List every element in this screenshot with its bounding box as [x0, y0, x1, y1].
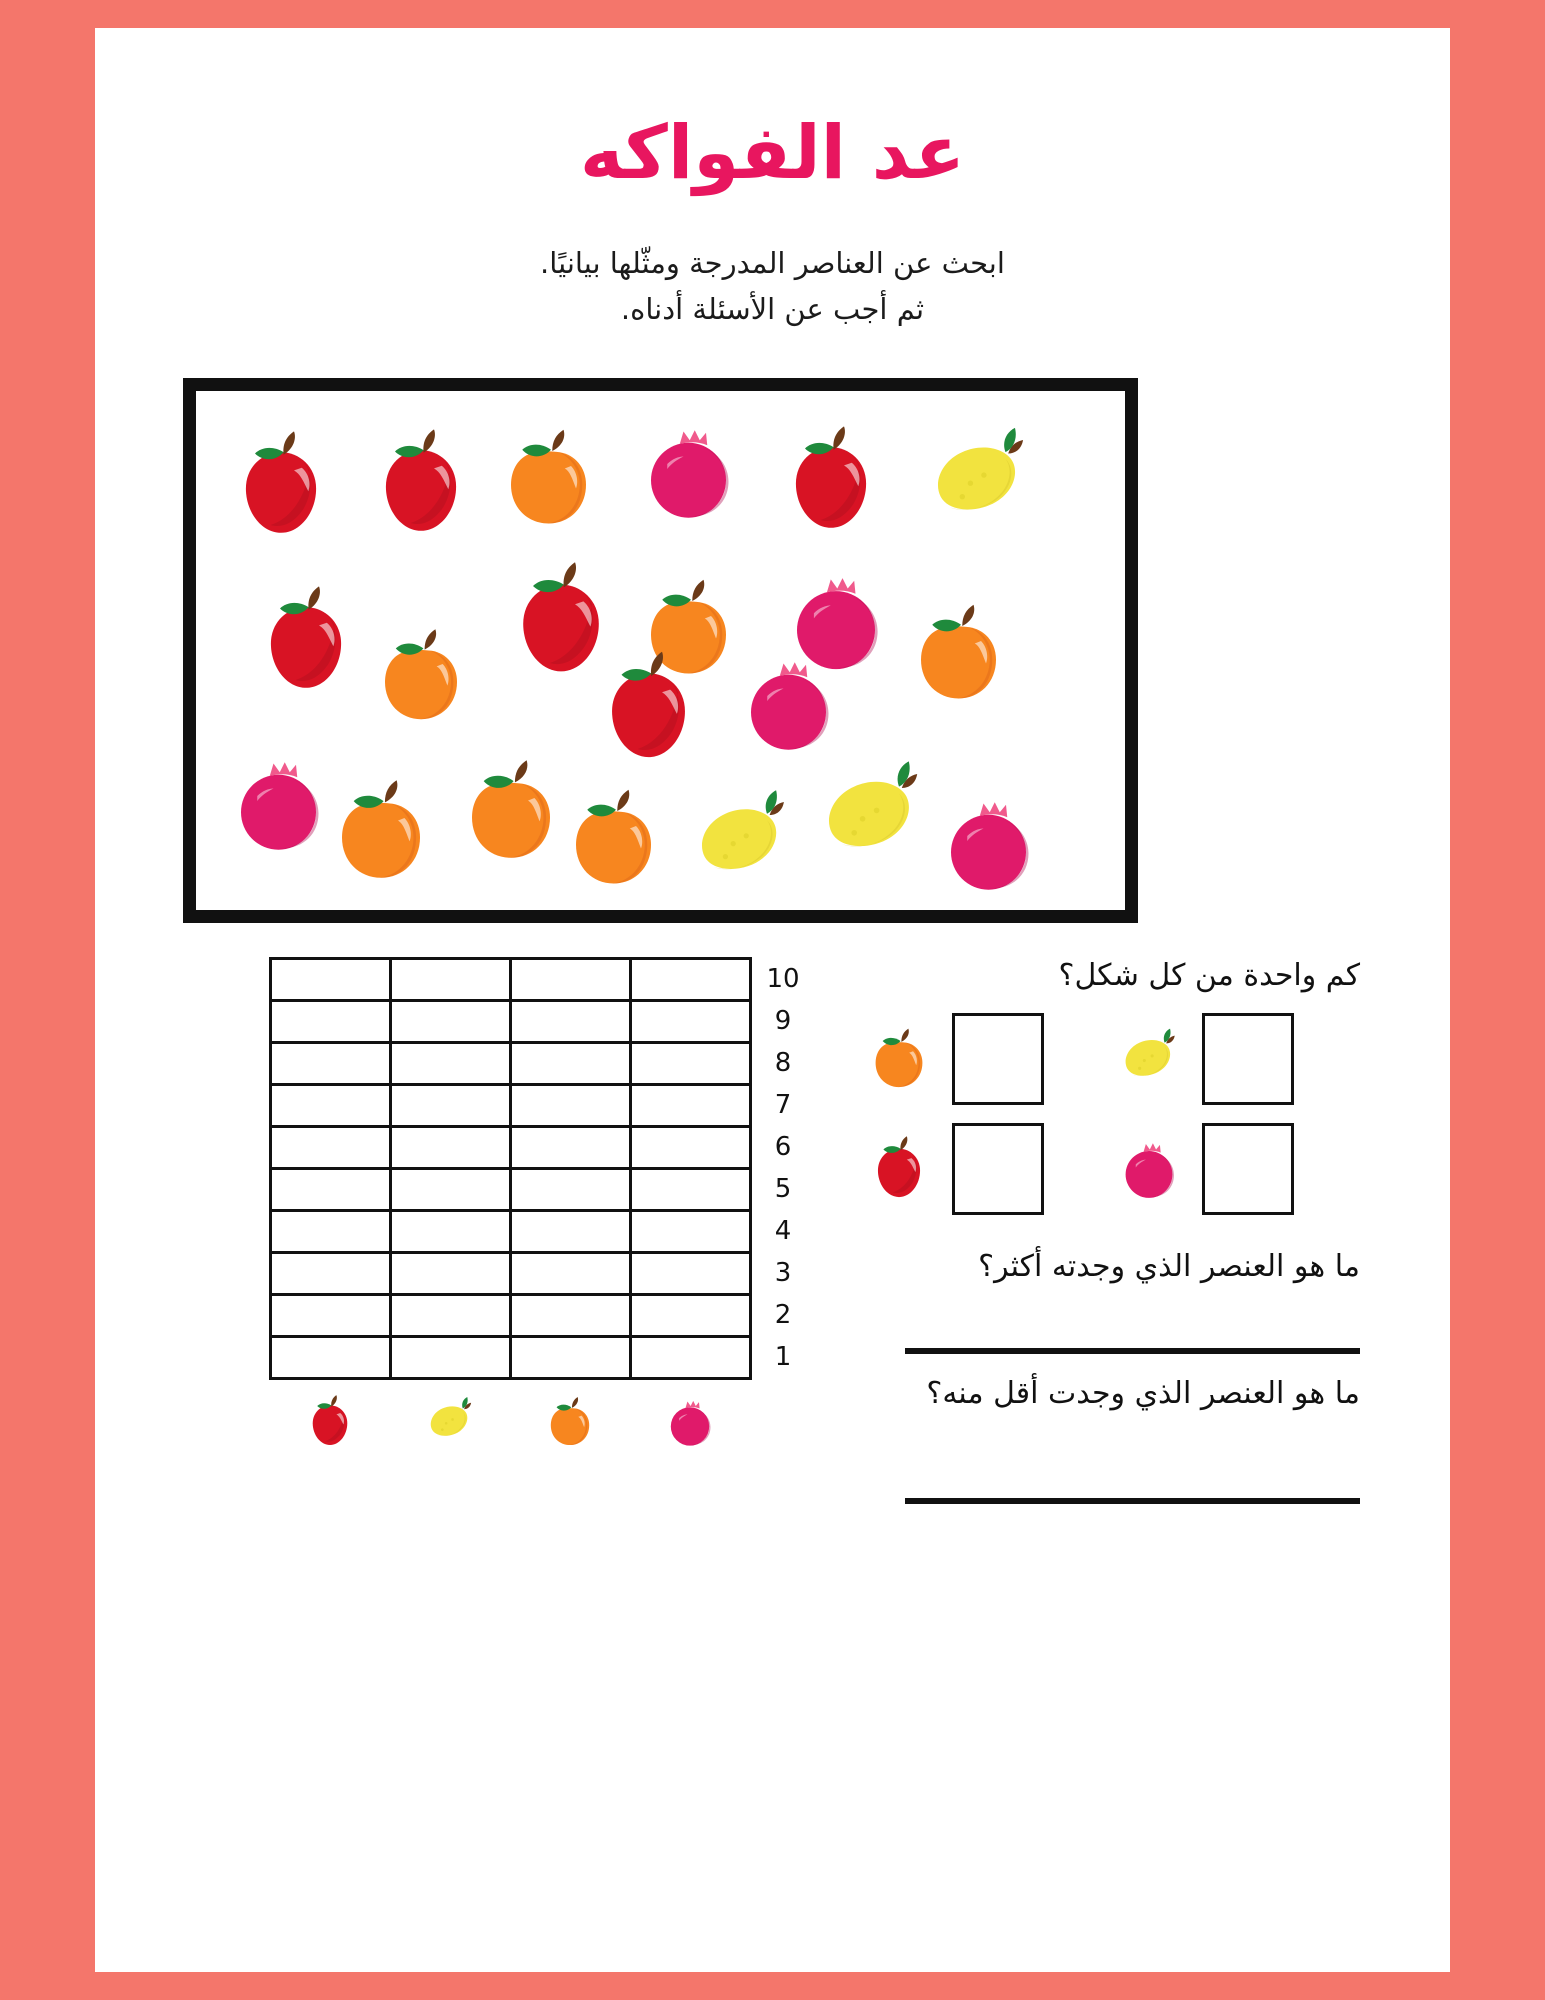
chart-cell[interactable] [269, 1209, 392, 1254]
chart-cell[interactable] [629, 1209, 752, 1254]
answer-pair-pomegranate[interactable] [1110, 1123, 1360, 1215]
chart-y-tick: 8 [774, 1048, 792, 1078]
chart-cell[interactable] [509, 1335, 632, 1380]
instructions-line-1: ابحث عن العناصر المدرجة ومثّلها بيانيًا. [540, 246, 1005, 280]
answer-row-2 [860, 1123, 1360, 1215]
chart-cell[interactable] [629, 1251, 752, 1296]
answer-pair-peach[interactable] [860, 1013, 1110, 1105]
lemon-icon [801, 746, 941, 886]
answer-line-2[interactable] [905, 1498, 1360, 1504]
chart-cell[interactable] [629, 1335, 752, 1380]
chart-y-tick: 4 [774, 1216, 792, 1246]
chart-cell[interactable] [269, 957, 392, 1002]
lemon-icon [418, 1390, 482, 1454]
chart-y-tick: 9 [774, 1006, 792, 1036]
chart-cell[interactable] [389, 957, 512, 1002]
peach-icon [896, 591, 1021, 716]
chart-y-tick: 1 [774, 1342, 792, 1372]
chart-cell[interactable] [269, 1125, 392, 1170]
pomegranate-icon [1110, 1130, 1188, 1208]
answer-box-grid[interactable] [860, 1013, 1360, 1233]
chart-cell[interactable] [269, 1083, 392, 1128]
chart-cell[interactable] [269, 1167, 392, 1212]
apple-icon [356, 419, 486, 549]
chart-cell[interactable] [389, 1125, 512, 1170]
chart-y-tick: 6 [774, 1132, 792, 1162]
apple-icon [241, 576, 371, 706]
answer-pair-lemon[interactable] [1110, 1013, 1360, 1105]
chart-cell[interactable] [389, 1167, 512, 1212]
chart-cell[interactable] [269, 1251, 392, 1296]
apple-icon [216, 421, 346, 551]
chart-cell[interactable] [509, 999, 632, 1044]
apple-icon [581, 641, 716, 776]
peach-icon [860, 1020, 938, 1098]
worksheet-page [95, 28, 1450, 1972]
chart-cell[interactable] [629, 957, 752, 1002]
chart-y-tick: 3 [774, 1258, 792, 1288]
apple-icon [298, 1390, 362, 1454]
peach-icon [538, 1390, 602, 1454]
chart-y-tick: 2 [774, 1300, 792, 1330]
chart-cell[interactable] [389, 1041, 512, 1086]
chart-cell[interactable] [389, 1293, 512, 1338]
chart-cell[interactable] [629, 1293, 752, 1338]
chart-cell[interactable] [389, 1209, 512, 1254]
pomegranate-icon [658, 1390, 722, 1454]
peach-icon [551, 776, 676, 901]
chart-cells[interactable] [270, 958, 750, 1378]
chart-cell[interactable] [509, 1293, 632, 1338]
chart-cell[interactable] [269, 1041, 392, 1086]
apple-icon [766, 416, 896, 546]
pomegranate-icon [926, 781, 1051, 906]
chart-x-axis-icons [270, 1386, 750, 1466]
pomegranate-icon [626, 409, 751, 534]
page-title: عد الفواكه [579, 110, 966, 196]
chart-cell[interactable] [389, 999, 512, 1044]
bar-chart-grid[interactable] [270, 958, 800, 1378]
chart-cell[interactable] [509, 1167, 632, 1212]
apple-icon [860, 1130, 938, 1208]
chart-y-tick: 10 [766, 964, 800, 994]
chart-y-tick: 5 [774, 1174, 792, 1204]
question-3: ما هو العنصر الذي وجدت أقل منه؟ [926, 1376, 1360, 1411]
chart-cell[interactable] [509, 1251, 632, 1296]
chart-cell[interactable] [509, 1083, 632, 1128]
chart-cell[interactable] [629, 1083, 752, 1128]
answer-box-apple[interactable] [952, 1123, 1044, 1215]
chart-cell[interactable] [629, 1125, 752, 1170]
chart-cell[interactable] [389, 1251, 512, 1296]
chart-cell[interactable] [269, 1293, 392, 1338]
chart-cell[interactable] [509, 1125, 632, 1170]
answer-pair-apple[interactable] [860, 1123, 1110, 1215]
chart-cell[interactable] [509, 1209, 632, 1254]
peach-icon [316, 766, 446, 896]
chart-cell[interactable] [629, 999, 752, 1044]
answer-box-pomegranate[interactable] [1202, 1123, 1294, 1215]
picture-search-panel [183, 378, 1138, 923]
answer-box-peach[interactable] [952, 1013, 1044, 1105]
chart-y-tick: 7 [774, 1090, 792, 1120]
chart-cell[interactable] [269, 1335, 392, 1380]
instructions [95, 240, 1450, 332]
peach-icon [361, 616, 481, 736]
lemon-icon [676, 776, 806, 906]
chart-cell[interactable] [509, 957, 632, 1002]
instructions-line-2: ثم أجب عن الأسئلة أدناه. [620, 292, 925, 326]
lemon-icon [1110, 1020, 1188, 1098]
answer-row-1 [860, 1013, 1360, 1105]
answer-line-1[interactable] [905, 1348, 1360, 1354]
chart-cell[interactable] [509, 1041, 632, 1086]
answer-box-lemon[interactable] [1202, 1013, 1294, 1105]
question-1: كم واحدة من كل شكل؟ [1058, 958, 1360, 993]
question-2: ما هو العنصر الذي وجدته أكثر؟ [978, 1249, 1360, 1284]
peach-icon [486, 416, 611, 541]
chart-cell[interactable] [629, 1041, 752, 1086]
lemon-icon [911, 413, 1046, 548]
chart-cell[interactable] [269, 999, 392, 1044]
chart-cell[interactable] [389, 1083, 512, 1128]
chart-cell[interactable] [389, 1335, 512, 1380]
chart-y-axis [758, 958, 808, 1378]
chart-cell[interactable] [629, 1167, 752, 1212]
